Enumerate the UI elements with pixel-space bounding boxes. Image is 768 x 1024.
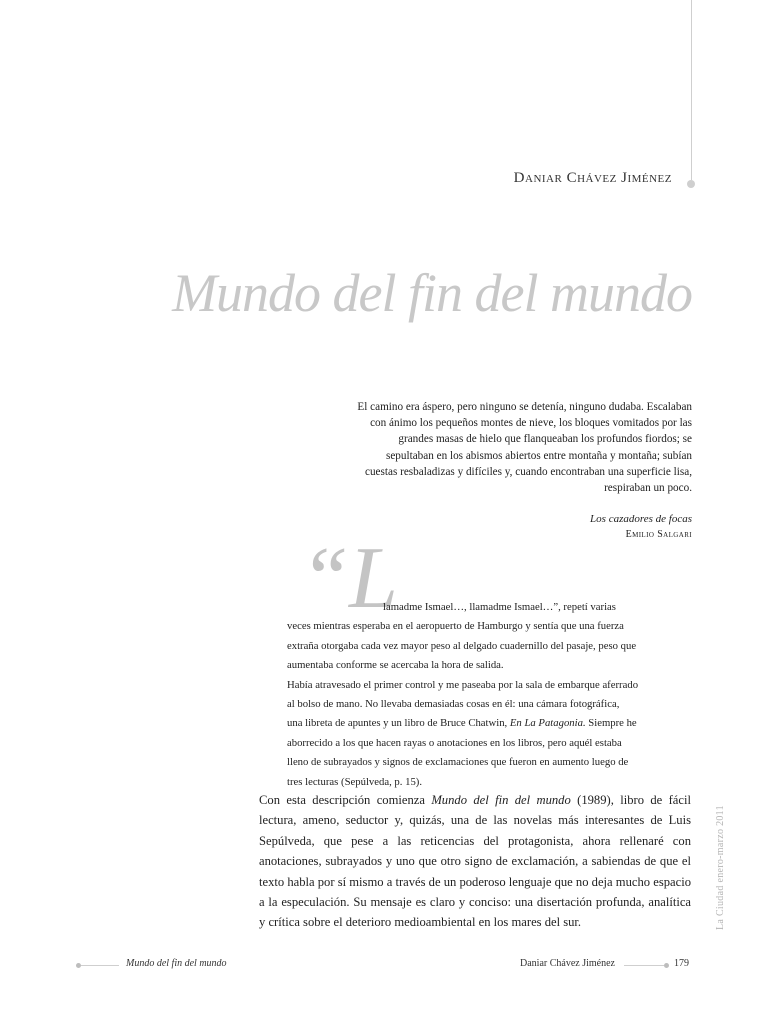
quote-line: aborrecido a los que hacen rayas o anotaciones en los libros, pero aquél estaba <box>287 736 622 749</box>
epigraph-line: respiraban un poco. <box>604 482 692 495</box>
footer-rule-right <box>624 965 664 966</box>
page-number: 179 <box>674 958 689 969</box>
quote-line: extraña otorgaba cada vez mayor peso al delgado cuadernillo del pasaje, peso que <box>287 639 637 652</box>
page-footer <box>0 958 768 974</box>
body-text-start: Con esta descripción comienza <box>259 793 432 807</box>
quote-line: al bolso de mano. No llevaba demasiadas cosas en él: una cámara fotográfica, <box>287 698 620 711</box>
footer-author: Daniar Chávez Jiménez <box>520 958 615 969</box>
footer-rule-left <box>81 965 119 966</box>
epigraph-source <box>590 512 692 542</box>
quote-line: tres lecturas (Sepúlveda, p. 15). <box>287 775 423 788</box>
quote-text: Siempre he <box>585 717 637 730</box>
epigraph-line: grandes masas de hielo que flanqueaban los profundos fiordos; se <box>398 433 692 446</box>
body-paragraph <box>259 790 691 933</box>
footer-title: Mundo del fin del mundo <box>126 958 227 969</box>
article-title: Mundo del fin del mundo <box>172 263 692 323</box>
epigraph-line: El camino era áspero, pero ninguno se detenía, ninguno dudaba. Escalaban <box>357 401 692 413</box>
epigraph-line: con ánimo los pequeños montes de nieve, los bloques vomitados por las <box>370 417 692 430</box>
article-author: Daniar Chávez Jiménez <box>513 170 672 186</box>
quote-text: una libreta de apuntes y un libro de Bruce Chatwin, <box>287 717 510 730</box>
header-rule-dot <box>687 180 695 188</box>
quote-book-title: En La Patagonia. <box>509 717 586 730</box>
sidebar-journal: La Ciudad <box>715 885 726 930</box>
sidebar-issue: enero-marzo 2011 <box>715 805 726 883</box>
epigraph <box>300 399 692 496</box>
epigraph-line: cuestas resbaladizas y difíciles y, cuando encontraban una superficie lisa, <box>365 465 692 478</box>
quote-line: lleno de subrayados y signos de exclamaciones que fueron en aumento luego de <box>287 756 629 769</box>
body-text-rest: (1989), libro de fácil lectura, ameno, seductor y, quizás, una de las novelas más interesantes de Luis Sepúlveda, que pese a las reticencias del protagonista, ahora rellenaré con anotaciones, subrayados y uno que otro signo de exclamación, a sabiendas de que el texto habla por sí mismo a través de un poderoso lenguaje que no deja mucho espacio a la especulación. Su mensaje es claro y conciso: una disertación profunda, analítica y crítica sobre el deterioro medioambiental en los mares del sur. <box>259 793 691 930</box>
epigraph-author: Emilio Salgari <box>625 529 692 540</box>
footer-dot-right <box>664 963 669 968</box>
sidebar-journal-info <box>715 805 726 930</box>
drop-cap: “L <box>300 530 398 627</box>
block-quote <box>287 598 663 792</box>
epigraph-book: Los cazadores de focas <box>590 513 692 525</box>
header-rule-line <box>691 0 692 180</box>
quote-line: veces mientras esperaba en el aeropuerto de Hamburgo y sentía que una fuerza <box>287 620 624 633</box>
body-text <box>259 790 691 933</box>
quote-line <box>287 714 663 733</box>
quote-line: lamadme Ismael…, llamadme Ismael…”, repetí varias <box>383 601 616 613</box>
quote-line: Había atravesado el primer control y me paseaba por la sala de embarque aferrado <box>287 678 639 691</box>
epigraph-line: sepultaban en los abismos abiertos entre montaña y montaña; subían <box>385 449 692 462</box>
quote-line: aumentaba conforme se acercaba la hora de salida. <box>287 659 504 672</box>
body-book-title: Mundo del fin del mundo <box>431 793 571 807</box>
